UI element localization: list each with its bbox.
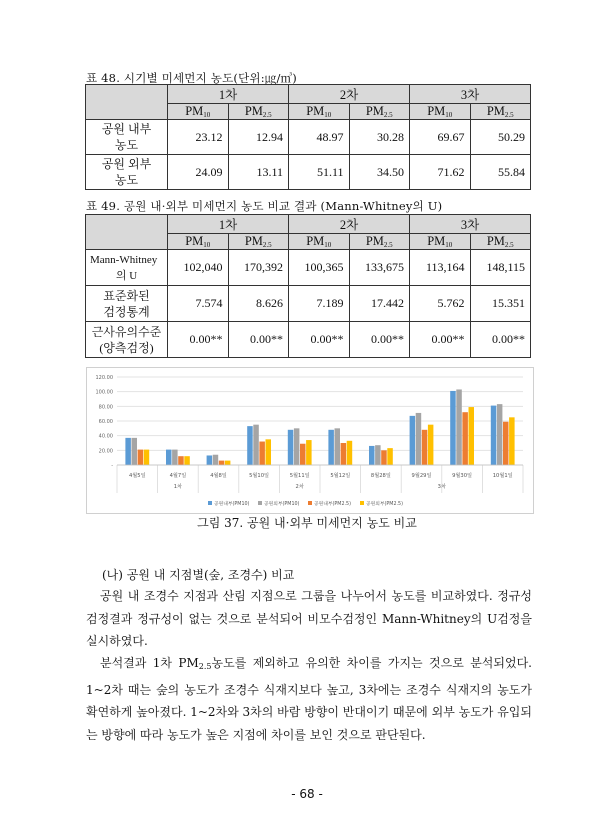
bar (328, 430, 334, 465)
bar (266, 439, 272, 465)
row-label: Mann-Whitney 의 U (86, 250, 168, 286)
pm25-header: $PM_{2.5}$ (470, 104, 531, 120)
x-tick-label: 5월12일 (330, 473, 351, 479)
y-tick-label: 120.00 (95, 375, 113, 381)
row-label: 표준화된 검정통계 (86, 286, 168, 322)
table-row (86, 322, 531, 358)
bar (247, 426, 253, 465)
row-label: 근사유의수준 (양측검정) (86, 322, 168, 358)
bar (491, 406, 497, 465)
y-tick-label: 40.00 (98, 433, 113, 440)
table-cell: 133,675 (349, 250, 410, 286)
pm10-header: $PM_{10}$ (289, 104, 350, 120)
bar (462, 412, 468, 465)
table-row (86, 250, 531, 286)
x-tick-label: 5월11일 (289, 473, 310, 479)
chart-svg (87, 368, 533, 513)
table-cell: 7.574 (168, 286, 229, 322)
table-cell: 55.84 (470, 155, 531, 190)
bar (375, 445, 381, 465)
table-48-caption: 표 48. 시기별 미세먼지 농도(단위:㎍/㎥) (86, 71, 297, 85)
bar (125, 438, 130, 465)
legend-swatch (360, 501, 364, 505)
y-tick-label: - (111, 463, 113, 469)
table-cell: 0.00** (168, 322, 229, 358)
table-cell: 0.00** (349, 322, 410, 358)
pm25-header: $PM_{2.5}$ (349, 234, 410, 250)
bar (428, 425, 434, 465)
bar (410, 416, 416, 465)
section-heading: (나) 공원 내 지점별(숲, 조경수) 비교 (102, 568, 295, 582)
corner-cell (86, 85, 168, 120)
table-cell: 34.50 (349, 155, 410, 190)
pm10-header: $PM_{10}$ (410, 234, 471, 250)
table-cell: 17.442 (349, 286, 410, 322)
y-tick-label: 80.00 (98, 404, 113, 411)
table-cell: 71.62 (410, 155, 471, 190)
bar (294, 428, 300, 465)
table-cell: 24.09 (168, 155, 229, 190)
table-cell: 51.11 (289, 155, 350, 190)
table-cell: 0.00** (410, 322, 471, 358)
bar (178, 456, 184, 465)
table-cell: 69.67 (410, 120, 471, 155)
legend-label: 공원내부(PM10) (214, 502, 250, 507)
bar (219, 461, 225, 465)
pm25-header: $PM_{2.5}$ (228, 104, 289, 120)
bar (172, 450, 178, 465)
bar (497, 404, 503, 465)
table-row (86, 155, 531, 190)
bar (509, 417, 514, 465)
x-tick-label: 8월28일 (370, 473, 391, 479)
x-tick-label: 10월1일 (492, 473, 513, 479)
bar (416, 413, 422, 465)
period-header: 1차 (168, 215, 289, 234)
table-cell: 48.97 (289, 120, 350, 155)
period-header: 3차 (410, 215, 531, 234)
bar (138, 450, 144, 465)
group-label: 2차 (295, 484, 304, 490)
period-header: 2차 (289, 85, 410, 104)
pm10-header: $PM_{10}$ (168, 104, 229, 120)
x-tick-label: 9월29일 (411, 473, 432, 479)
table-cell: 50.29 (470, 120, 531, 155)
paragraph-1: 공원 내 조경수 지점과 산림 지점으로 그룹을 나누어서 농도를 비교하였다. 정규성 검정결과 정규성이 없는 것으로 분석되어 비모수검정인 Mann-Whitney의 U검정을 실시하였다. (86, 589, 532, 648)
table-cell: 0.00** (228, 322, 289, 358)
pm-comparison-chart (86, 367, 534, 514)
table-cell: 148,115 (470, 250, 531, 286)
row-label: 공원 내부 농도 (86, 120, 168, 155)
legend-swatch (258, 501, 262, 505)
table-cell: 0.00** (470, 322, 531, 358)
pm10-header: $PM_{10}$ (410, 104, 471, 120)
pm10-header: $PM_{10}$ (168, 234, 229, 250)
table-cell: 12.94 (228, 120, 289, 155)
period-header: 1차 (168, 85, 289, 104)
bar (132, 438, 138, 465)
table-cell: 0.00** (289, 322, 350, 358)
pm25-header: $PM_{2.5}$ (349, 104, 410, 120)
table-cell: 102,040 (168, 250, 229, 286)
x-tick-label: 9월30일 (452, 473, 473, 479)
period-header: 2차 (289, 215, 410, 234)
bar (503, 422, 509, 465)
legend-swatch (308, 501, 312, 505)
table-cell: 30.28 (349, 120, 410, 155)
table-cell: 13.11 (228, 155, 289, 190)
table-cell: 15.351 (470, 286, 531, 322)
bar (422, 430, 428, 465)
group-label: 1차 (173, 484, 183, 490)
bar (166, 450, 172, 465)
bar (225, 461, 231, 465)
table-cell: 113,164 (410, 250, 471, 286)
bar (288, 430, 294, 465)
y-tick-label: 60.00 (98, 419, 113, 425)
x-tick-label: 4월7일 (169, 473, 187, 479)
legend-label: 공원내부(PM2.5) (314, 502, 351, 507)
table-cell: 8.626 (228, 286, 289, 322)
bar (341, 443, 347, 465)
bar (335, 428, 341, 465)
table-48 (85, 84, 531, 190)
table-cell: 23.12 (168, 120, 229, 155)
pm25-header: $PM_{2.5}$ (228, 234, 289, 250)
bar (469, 407, 475, 465)
y-tick-label: 100.00 (95, 389, 113, 396)
table-cell: 5.762 (410, 286, 471, 322)
bar (387, 448, 393, 465)
bar (259, 442, 265, 465)
table-49-caption: 표 49. 공원 내·외부 미세먼지 농도 비교 결과 (Mann-Whitney의 U) (86, 199, 443, 213)
x-tick-label: 5월10일 (249, 473, 270, 479)
bar (347, 441, 353, 465)
bar (306, 440, 312, 465)
table-49 (85, 214, 531, 358)
table-row (86, 120, 531, 155)
page-number: - 68 - (291, 787, 323, 801)
corner-cell (86, 215, 168, 250)
legend-swatch (208, 501, 212, 505)
figure-caption: 그림 37. 공원 내·외부 미세먼지 농도 비교 (197, 516, 417, 530)
legend-label: 공원외부(PM2.5) (366, 502, 403, 507)
bar (213, 455, 219, 465)
pm25-header: $PM_{2.5}$ (470, 234, 531, 250)
paragraph-2: 분석결과 1차 $PM_{2.5}$농도를 제외하고 유의한 차이를 가지는 것으로 분석되었다. 1~2차 때는 숲의 농도가 조경수 식재지보다 높고, 3차에는 조경수 식재지의 농도가 확연하게 높아졌다. 1~2차와 3차의 바람 방향이 반대이기 때문에 외부 농도가 유입되는 방향에 따라 농도가 높은 지점에 차이를 보인 것으로 판단된다. (86, 656, 532, 742)
table-cell: 170,392 (228, 250, 289, 286)
y-tick-label: 20.00 (98, 448, 113, 455)
legend-label: 공원외부(PM10) (264, 502, 300, 507)
pm10-header: $PM_{10}$ (289, 234, 350, 250)
table-cell: 7.189 (289, 286, 350, 322)
row-label: 공원 외부 농도 (86, 155, 168, 190)
table-cell: 100,365 (289, 250, 350, 286)
bar (456, 389, 462, 465)
bar (381, 450, 387, 465)
bar (450, 391, 456, 465)
period-header: 3차 (410, 85, 531, 104)
x-tick-label: 4월5일 (128, 473, 146, 479)
bar (144, 450, 150, 465)
bar (207, 455, 213, 465)
table-row (86, 286, 531, 322)
bar (300, 444, 306, 465)
bar (253, 425, 258, 465)
bar (184, 456, 190, 465)
group-label: 3차 (437, 484, 446, 490)
x-tick-label: 4월8일 (210, 473, 227, 479)
bar (369, 446, 375, 465)
